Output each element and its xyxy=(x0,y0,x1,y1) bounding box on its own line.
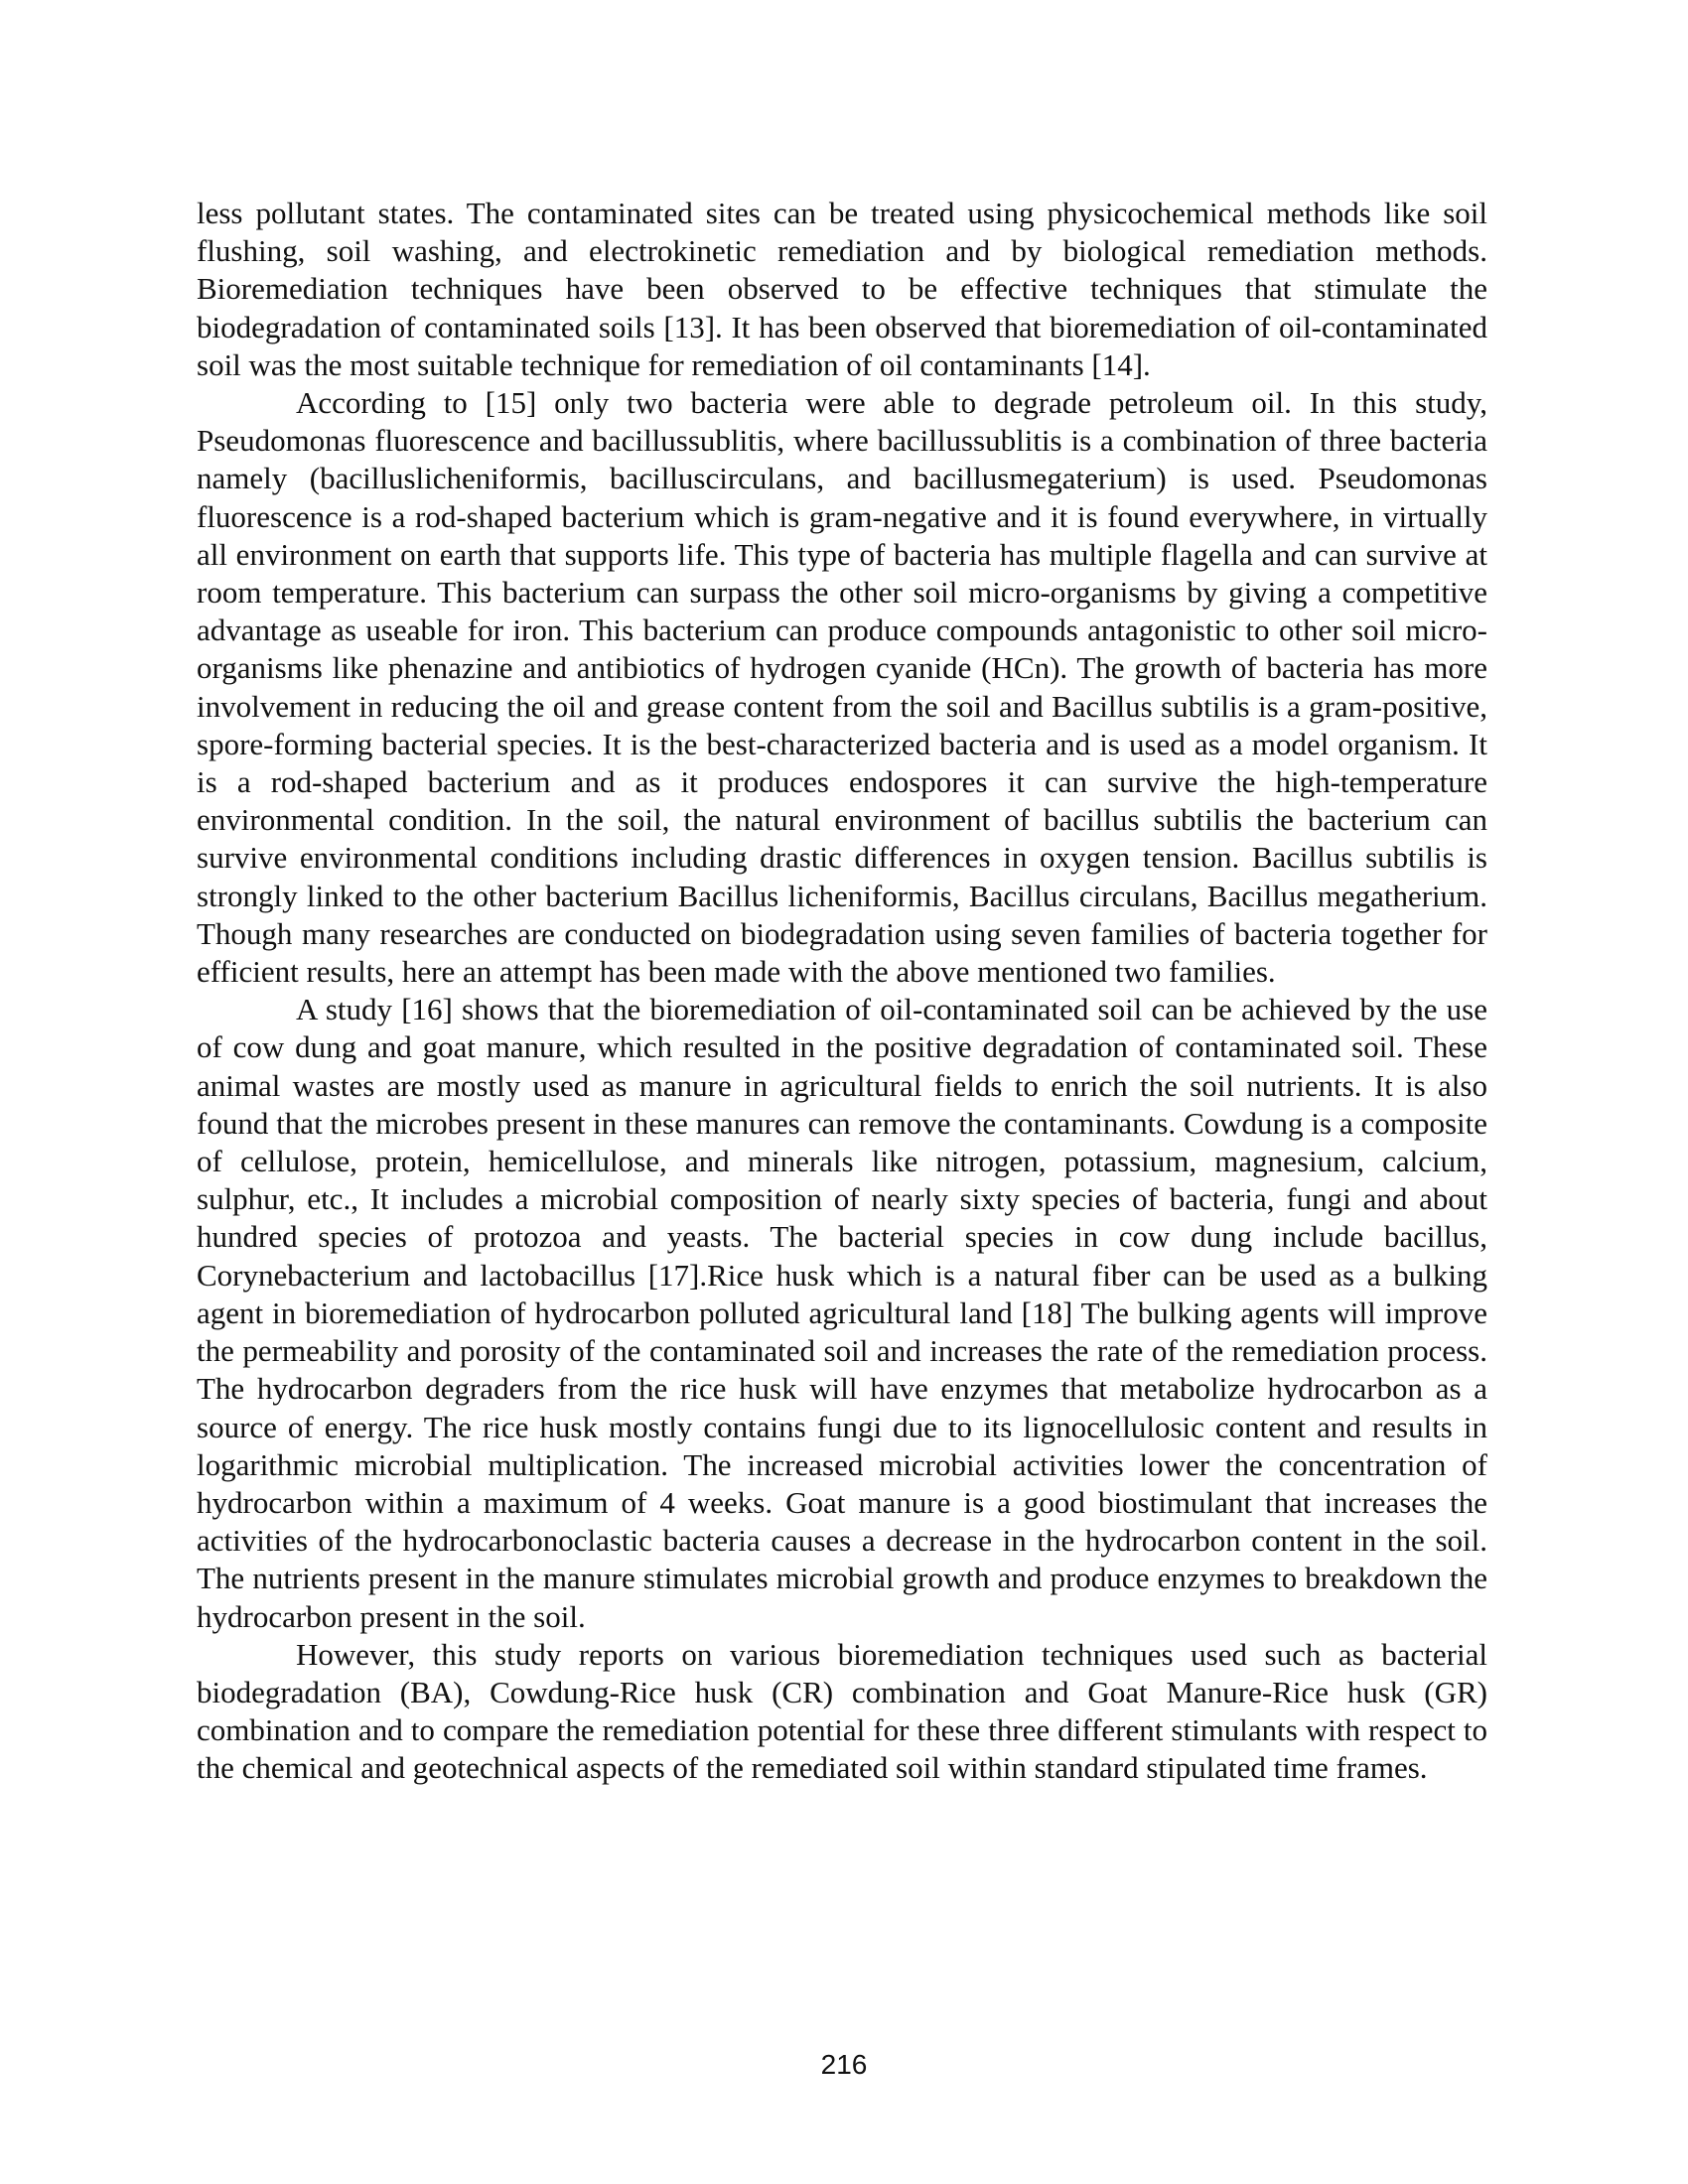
paragraph-manure: A study [16] shows that the bioremediation of oil-contaminated soil can be achieved by the use of cow dung and goat manure, which resulted in the positive degradation of contaminated soil. These animal wastes are mostly used as manure in agricultural fields to enrich the soil nutrients. It is also found that the microbes present in these manures can remove the contaminants. Cowdung is a composite of cellulose, protein, hemicellulose, and minerals like nitrogen, potassium, magnesium, calcium, sulphur, etc., It includes a microbial composition of nearly sixty species of bacteria, fungi and about hundred species of protozoa and yeasts. The bacterial species in cow dung include bacillus, Corynebacterium and lactobacillus [17].Rice husk which is a natural fiber can be used as a bulking agent in bioremediation of hydrocarbon polluted agricultural land [18] The bulking agents will improve the permeability and porosity of the contaminated soil and increases the rate of the remediation process. The hydrocarbon degraders from the rice husk will have enzymes that metabolize hydrocarbon as a source of energy. The rice husk mostly contains fungi due to its lignocellulosic content and results in logarithmic microbial multiplication. The increased microbial activities lower the concentration of hydrocarbon within a maximum of 4 weeks. Goat manure is a good biostimulant that increases the activities of the hydrocarbonoclastic bacteria causes a decrease in the hydrocarbon content in the soil. The nutrients present in the manure stimulates microbial growth and produce enzymes to breakdown the hydrocarbon present in the soil. xyxy=(197,992,1487,1634)
page-body xyxy=(197,195,1487,1788)
paragraph-continuation: less pollutant states. The contaminated sites can be treated using physicochemical methods like soil flushing, soil washing, and electrokinetic remediation and by biological remediation methods. Bioremediation techniques have been observed to be effective techniques that stimulate the biodegradation of contaminated soils [13]. It has been observed that bioremediation of oil-contaminated soil was the most suitable technique for remediation of oil contaminants [14]. xyxy=(197,196,1487,382)
paragraph-bacteria: According to [15] only two bacteria were able to degrade petroleum oil. In this study, Pseudomonas fluorescence and bacillussublitis, where bacillussublitis is a combination of three bacteria namely (bacilluslicheniformis, bacilluscirculans, and bacillusmegaterium) is used. Pseudomonas fluorescence is a rod-shaped bacterium which is gram-negative and it is found everywhere, in virtually all environment on earth that supports life. This type of bacteria has multiple flagella and can survive at room temperature. This bacterium can surpass the other soil micro-organisms by giving a competitive advantage as useable for iron. This bacterium can produce compounds antagonistic to other soil micro-organisms like phenazine and antibiotics of hydrogen cyanide (HCn). The growth of bacteria has more involvement in reducing the oil and grease content from the soil and Bacillus subtilis is a gram-positive, spore-forming bacterial species. It is the best-characterized bacteria and is used as a model organism. It is a rod-shaped bacterium and as it produces endospores it can survive the high-temperature environmental condition. In the soil, the natural environment of bacillus subtilis the bacterium can survive environmental conditions including drastic differences in oxygen tension. Bacillus subtilis is strongly linked to the other bacterium Bacillus licheniformis, Bacillus circulans, Bacillus megatherium. Though many researches are conducted on biodegradation using seven families of bacteria together for efficient results, here an attempt has been made with the above mentioned two families. xyxy=(197,385,1487,990)
page-number: 216 xyxy=(820,2049,868,2080)
paragraph-study-aim: However, this study reports on various bioremediation techniques used such as bacterial biodegradation (BA), Cowdung-Rice husk (CR) combination and Goat Manure-Rice husk (GR) combination and to compare the remediation potential for these three different stimulants with respect to the chemical and geotechnical aspects of the remediated soil within standard stipulated time frames. xyxy=(197,1636,1487,1786)
